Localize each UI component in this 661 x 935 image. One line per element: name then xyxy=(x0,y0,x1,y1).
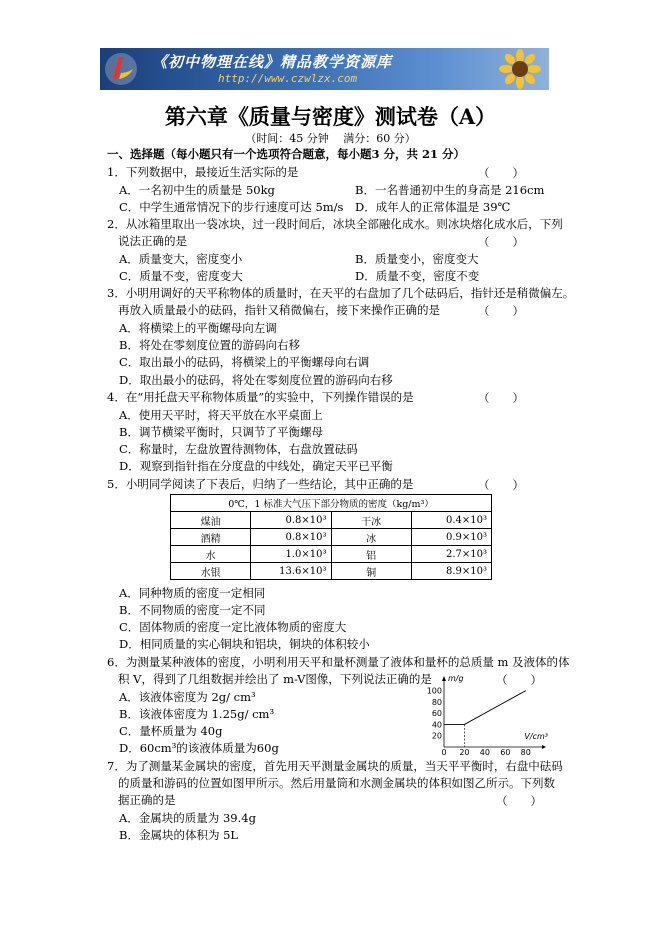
series-line-1 xyxy=(464,691,525,725)
table-caption: 0℃，1 标准大气压下部分物质的密度（kg/m³） xyxy=(171,495,492,512)
table-caption-row xyxy=(171,495,492,512)
q2-option-a: A．质量变大，密度变小 xyxy=(119,252,243,266)
q3-answer-blank: （ ） xyxy=(478,304,524,318)
y-tick-label: 60 xyxy=(431,709,442,719)
q2-stem-line2: 说法正确的是 xyxy=(118,234,187,248)
q1-option-c: C．中学生通常情况下的步行速度可达 5m/s xyxy=(119,200,344,214)
q3-stem-line2: 再放入质量最小的砝码，指针又稍微偏右，接下来操作正确的是 xyxy=(118,303,440,317)
header-banner xyxy=(100,48,549,90)
q2-option-d: D．质量不变，密度不变 xyxy=(355,269,480,283)
logo-icon xyxy=(103,51,139,87)
table-cell: 干冰 xyxy=(331,512,411,529)
table-row xyxy=(171,529,492,546)
q5-option-c: C．固体物质的密度一定比液体物质的密度大 xyxy=(119,620,347,634)
m-v-graph xyxy=(426,674,558,757)
y-tick-label: 20 xyxy=(431,731,442,741)
q7-option-a: A．金属块的质量为 39.4g xyxy=(119,811,256,825)
q7-option-b: B．金属块的体积为 5L xyxy=(119,828,239,842)
table-cell: 冰 xyxy=(331,529,411,546)
table-cell: 铜 xyxy=(331,563,411,580)
y-axis-arrow xyxy=(442,676,446,681)
q3-option-d: D．取出最小的砝码，将处在零刻度位置的游码向右移 xyxy=(119,373,393,387)
table-cell: 铝 xyxy=(331,546,411,563)
q4-option-b: B．调节横梁平衡时，只调节了平衡螺母 xyxy=(119,425,323,439)
y-tick-label: 80 xyxy=(431,697,442,707)
table-cell: 0.8×10³ xyxy=(251,512,331,529)
q5-answer-blank: （ ） xyxy=(478,478,524,492)
banner-title: 《初中物理在线》精品教学资源库 xyxy=(152,53,393,71)
y-axis-label: m/g xyxy=(448,674,464,683)
x-tick-label: 20 xyxy=(459,748,470,757)
q6-option-c: C．量杯质量为 40g xyxy=(119,724,223,738)
q5-option-d: D．相同质量的实心铜块和铝块，铜块的体积较小 xyxy=(119,637,370,651)
q6-option-a: A．该液体密度为 2g/ cm³ xyxy=(119,690,256,704)
density-table xyxy=(170,494,492,580)
q4-option-c: C．称量时，左盘放置待测物体，右盘放置砝码 xyxy=(119,442,358,456)
q7-stem-line3: 据正确的是 xyxy=(118,793,176,807)
y-tick-label: 100 xyxy=(426,686,442,696)
x-axis-label: V/cm³ xyxy=(524,732,548,741)
q4-option-a: A．使用天平时，将天平放在水平桌面上 xyxy=(119,408,323,422)
x-axis-arrow xyxy=(542,745,546,749)
banner-url[interactable]: http://www.czwlzx.com xyxy=(218,72,358,85)
q1-option-d: D．成年人的正常体温是 39℃ xyxy=(355,200,511,214)
y-tick-label: 40 xyxy=(431,720,442,730)
sunflower-icon xyxy=(497,50,543,88)
table-cell: 0.8×10³ xyxy=(251,529,331,546)
q6-stem-line2: 积 V，得到了几组数据并绘出了 m-V图像，下列说法正确的是 xyxy=(118,672,432,686)
q6-answer-blank: （ ） xyxy=(496,673,542,687)
q3-option-b: B．将处在零刻度位置的游码向右移 xyxy=(119,338,300,352)
q3-option-c: C．取出最小的砝码，将横梁上的平衡螺母向右调 xyxy=(119,355,370,369)
table-cell: 1.0×10³ xyxy=(251,546,331,563)
x-tick-label: 40 xyxy=(479,748,490,757)
q4-option-d: D．观察到指针指在分度盘的中线处，确定天平已平衡 xyxy=(119,459,393,473)
q4-stem: 4．在“用托盘天平称物体质量”的实验中，下列操作错误的是 xyxy=(107,390,414,404)
table-row xyxy=(171,512,492,529)
table-cell: 2.7×10³ xyxy=(411,546,491,563)
x-tick-label: 80 xyxy=(520,748,531,757)
table-row xyxy=(171,563,492,580)
q7-stem-line1: 7．为了测量某金属块的密度，首先用天平测量金属块的质量，当天平平衡时，右盘中砝码 xyxy=(107,759,563,773)
q2-option-c: C．质量不变，密度变大 xyxy=(119,269,243,283)
table-row xyxy=(171,546,492,563)
q5-option-a: A．同种物质的密度一定相同 xyxy=(119,586,266,600)
section-heading: 一、选择题（每小题只有一个选项符合题意，每小题3 分，共 21 分） xyxy=(107,147,466,161)
page-title: 第六章《质量与密度》测试卷（A） xyxy=(164,104,497,129)
table-cell: 煤油 xyxy=(171,512,251,529)
q6-option-b: B．该液体密度为 1.25g/ cm³ xyxy=(119,707,275,721)
q3-option-a: A．将横梁上的平衡螺母向左调 xyxy=(119,321,277,335)
table-cell: 酒精 xyxy=(171,529,251,546)
table-cell: 水银 xyxy=(171,563,251,580)
q2-stem-line1: 2．从冰箱里取出一袋冰块，过一段时间后，冰块全部融化成水。则冰块熔化成水后，下列 xyxy=(107,217,563,231)
q6-option-d: D．60cm³的该液体质量为60g xyxy=(119,741,279,755)
q5-option-b: B．不同物质的密度一定不同 xyxy=(119,603,266,617)
x-tick-label: 60 xyxy=(500,748,511,757)
table-cell: 0.4×10³ xyxy=(411,512,491,529)
q1-stem: 1．下列数据中，最接近生活实际的是 xyxy=(107,165,299,179)
q1-answer-blank: （ ） xyxy=(478,166,524,180)
q2-answer-blank: （ ） xyxy=(478,235,524,249)
q7-stem-line2: 的质量和游码的位置如图甲所示。然后用量筒和水测金属块的体积如图乙所示。下列数 xyxy=(118,776,555,790)
q5-stem: 5．小明同学阅读了下表后，归纳了一些结论，其中正确的是 xyxy=(107,477,414,491)
q3-stem-line1: 3．小明用调好的天平称物体的质量时，在天平的右盘加了几个砝码后，指针还是稍微偏左。 xyxy=(107,286,575,300)
q4-answer-blank: （ ） xyxy=(478,391,524,405)
table-cell: 8.9×10³ xyxy=(411,563,491,580)
table-cell: 0.9×10³ xyxy=(411,529,491,546)
q1-option-a: A．一名初中生的质量是 50kg xyxy=(119,183,275,197)
table-cell: 13.6×10³ xyxy=(251,563,331,580)
q1-option-b: B．一名普通初中生的身高是 216cm xyxy=(355,183,545,197)
page-subtitle: （时间：45 分钟 满分：60 分） xyxy=(245,132,416,145)
q2-option-b: B．质量变小，密度变大 xyxy=(355,252,479,266)
q7-answer-blank: （ ） xyxy=(496,794,542,808)
x-tick-label: 0 xyxy=(441,748,447,757)
q6-stem-line1: 6．为测量某种液体的密度，小明利用天平和量杯测量了液体和量杯的总质量 m 及液体的体 xyxy=(107,655,570,669)
table-cell: 水 xyxy=(171,546,251,563)
